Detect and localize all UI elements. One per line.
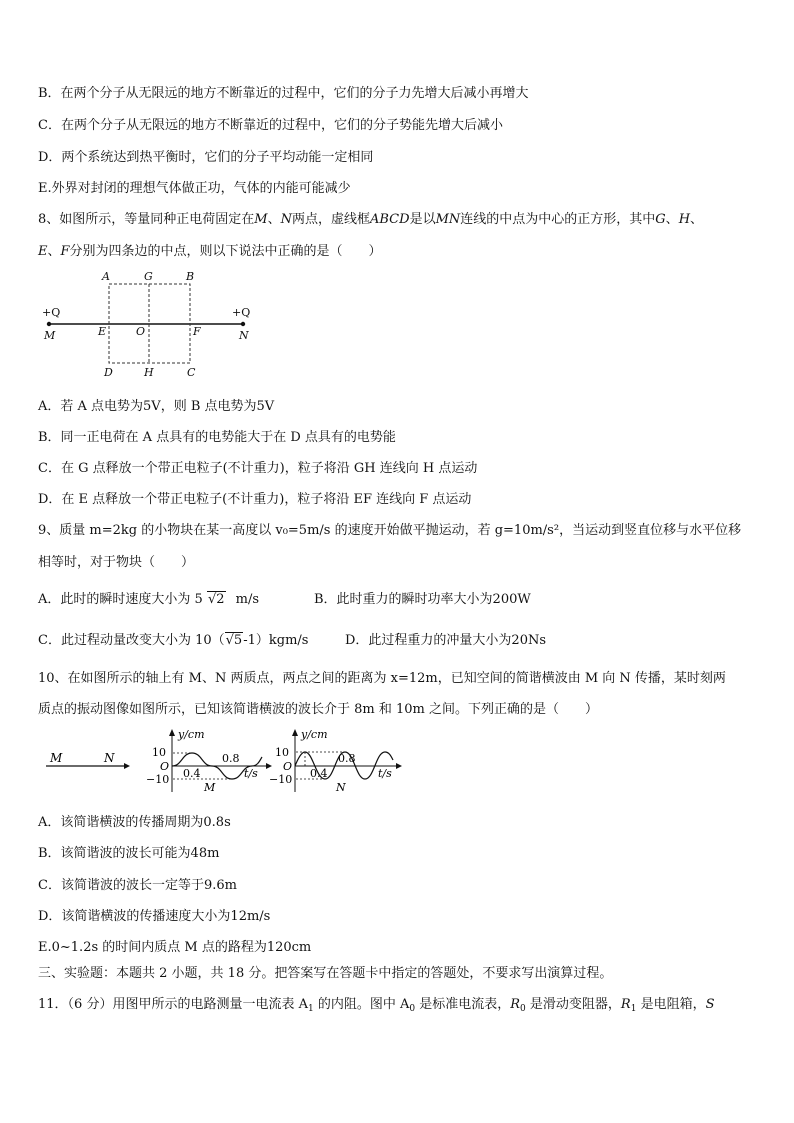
- fig10-axis-m: M: [50, 751, 63, 765]
- q7-option-b: B．在两个分子从无限远的地方不断靠近的过程中，它们的分子力先增大后减小再增大: [38, 86, 529, 101]
- g2-tick-04: 0.4: [310, 767, 328, 780]
- q9-option-a: A．此时的瞬时速度大小为 5 √2 m/s: [38, 592, 260, 607]
- g1-tick-10: 10: [152, 746, 166, 759]
- q7-option-e: E.外界对封闭的理想气体做正功，气体的内能可能减少: [38, 181, 351, 196]
- fig10-axis-n: N: [104, 751, 115, 765]
- q8-option-c: C．在 G 点释放一个带正电粒子(不计重力)，粒子将沿 GH 连线向 H 点运动: [38, 461, 478, 476]
- fig8-label-c: C: [187, 366, 196, 379]
- q9-stem-line2: 相等时，对于物块（ ）: [38, 555, 195, 570]
- q10-stem-line2: 质点的振动图像如图所示，已知该简谐横波的波长介于 8m 和 10m 之间。下列正确的是（ ）: [38, 702, 598, 717]
- fig8-label-left-charge: +Q: [42, 306, 61, 319]
- q10-wave-figure: [40, 726, 420, 796]
- g2-tick-m10: −10: [269, 773, 293, 786]
- fig8-label-right-charge: +Q: [232, 306, 251, 319]
- q9-option-c: C．此过程动量改变大小为 10（√5-1）kgm/s: [38, 633, 309, 648]
- q8-option-a: A．若 A 点电势为5V，则 B 点电势为5V: [38, 399, 275, 414]
- fig10-graph-n: [269, 728, 402, 794]
- g1-tick-04: 0.4: [183, 767, 201, 780]
- q7-option-d: D．两个系统达到热平衡时，它们的分子平均动能一定相同: [38, 150, 374, 165]
- fig8-label-h: H: [144, 366, 154, 379]
- g1-t-label: t/s: [244, 767, 258, 780]
- fig8-label-o: O: [136, 325, 146, 338]
- sqrt-radicand: √5: [225, 633, 243, 648]
- q10-option-c: C．该简谐波的波长一定等于9.6m: [38, 878, 237, 893]
- fig10-axis-arrow: [124, 763, 130, 769]
- q10-option-d: D．该简谐横波的传播速度大小为12m/s: [38, 909, 271, 924]
- fig8-label-m: M: [44, 329, 56, 342]
- fig10-graph-m: [146, 728, 272, 794]
- q8-stem-line2: E、F分别为四条边的中点，则以下说法中正确的是（ ）: [38, 244, 382, 259]
- q10-option-a: A．该简谐横波的传播周期为0.8s: [38, 815, 231, 830]
- q9-option-d: D．此过程重力的冲量大小为20Ns: [345, 633, 547, 648]
- fig8-charge-m: [47, 322, 51, 326]
- fig8-label-f: F: [193, 325, 201, 338]
- g2-t-label: t/s: [378, 767, 392, 780]
- q8-option-d: D．在 E 点释放一个带正电粒子(不计重力)，粒子将沿 EF 连线向 F 点运动: [38, 492, 472, 507]
- fig8-label-e: E: [98, 325, 107, 338]
- q9-option-b: B．此时重力的瞬时功率大小为200W: [314, 592, 531, 607]
- fig8-charge-n: [241, 322, 245, 326]
- fig8-label-d: D: [104, 366, 113, 379]
- q8-charge-square-figure: [36, 266, 266, 384]
- q11-stem-line1: 11．（6 分）用图甲所示的电路测量一电流表 $A_1$ 的内阻。图中 $A_0$ 是标准电流表，$R_0$ 是滑动变阻器，$R_1$ 是电阻箱，S: [38, 997, 715, 1014]
- g1-tick-08: 0.8: [222, 752, 240, 765]
- g2-tick-10: 10: [275, 746, 289, 759]
- fig8-label-n: N: [239, 329, 249, 342]
- q10-stem-line1: 10、在如图所示的轴上有 M、N 两质点，两点之间的距离为 x=12m，已知空间的简谐横波由 M 向 N 传播，某时刻两: [38, 671, 726, 686]
- fig8-label-g: G: [144, 270, 153, 283]
- fig8-label-b: B: [186, 270, 195, 283]
- g1-y-label: y/cm: [178, 728, 205, 741]
- sqrt-radicand: √2: [207, 592, 225, 607]
- g2-point-label: N: [336, 781, 346, 794]
- q10-option-e: E.0~1.2s 的时间内质点 M 点的路程为120cm: [38, 940, 312, 955]
- g1-tick-m10: −10: [146, 773, 170, 786]
- g2-t-arrow: [396, 763, 402, 769]
- q10-option-b: B．该简谐波的波长可能为48m: [38, 846, 220, 861]
- q9-stem-line1: 9、质量 m=2kg 的小物块在某一高度以 v₀=5m/s 的速度开始做平抛运动，若 g=10m/s²，当运动到竖直位移与水平位移: [38, 523, 742, 538]
- q8-option-b: B．同一正电荷在 A 点具有的电势能大于在 D 点具有的电势能: [38, 430, 396, 445]
- g2-tick-08: 0.8: [338, 752, 356, 765]
- g2-y-arrow: [292, 729, 298, 736]
- section-3-heading: 三、实验题：本题共 2 小题，共 18 分。把答案写在答题卡中指定的答题处，不要求写出演算过程。: [38, 966, 613, 981]
- fig8-label-a: A: [102, 270, 110, 283]
- g2-origin: O: [283, 760, 293, 773]
- q7-option-c: C．在两个分子从无限远的地方不断靠近的过程中，它们的分子势能先增大后减小: [38, 118, 503, 133]
- q8-stem-line1: 8、如图所示，等量同种正电荷固定在M、N两点，虚线框ABCD是以MN连线的中点为中心的正方形，其中G、H、: [38, 212, 704, 227]
- g1-origin: O: [160, 760, 170, 773]
- g1-point-label: M: [204, 781, 216, 794]
- g2-y-label: y/cm: [301, 728, 328, 741]
- g1-y-arrow: [169, 729, 175, 736]
- g1-t-arrow: [266, 763, 272, 769]
